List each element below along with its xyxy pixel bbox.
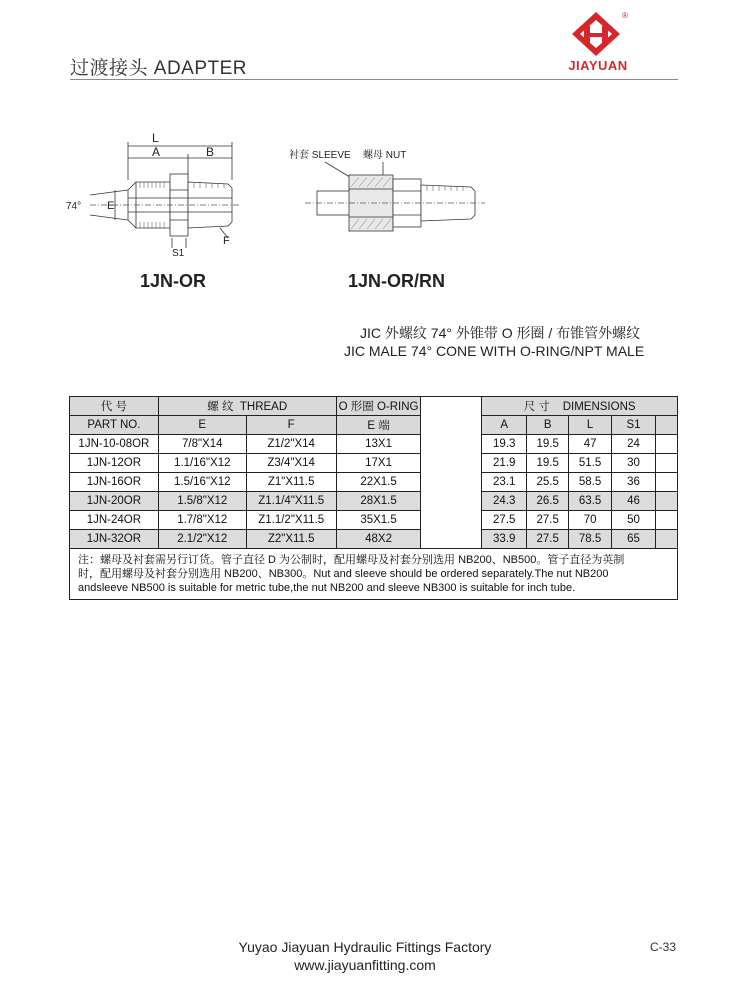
- cell-oring: 35X1.5: [336, 511, 421, 530]
- subheader-part: PART NO.: [70, 416, 159, 435]
- header-divider: [70, 79, 678, 80]
- page-number: C-33: [650, 940, 677, 954]
- description-english: JIC MALE 74° CONE WITH O-RING/NPT MALE: [344, 343, 645, 359]
- cell-b: 27.5: [527, 511, 569, 530]
- cell-part: 1JN-16OR: [70, 473, 159, 492]
- cell-part: 1JN-32OR: [70, 530, 159, 549]
- table-row: [70, 511, 678, 530]
- cell-f: Z3/4"X14: [246, 454, 336, 473]
- cell-l: 47: [569, 435, 612, 454]
- cell-oring: 17X1: [336, 454, 421, 473]
- table-gap: [421, 454, 482, 473]
- subheader-a: A: [482, 416, 527, 435]
- cell-b: 19.5: [527, 454, 569, 473]
- subheader-e-end: E 端: [336, 416, 421, 435]
- header-oring: O 形圈 O-RING: [336, 397, 421, 416]
- cell-s1: 24: [612, 435, 656, 454]
- table-note-row: [70, 549, 678, 600]
- cell-f: Z1/2"X14: [246, 435, 336, 454]
- table-row: [70, 473, 678, 492]
- table-gap: [421, 473, 482, 492]
- angle-label: 74°: [66, 201, 82, 212]
- cell-a: 24.3: [482, 492, 527, 511]
- cell-empty: [655, 454, 677, 473]
- table-row: [70, 492, 678, 511]
- table-gap: [421, 416, 482, 435]
- subheader-l: L: [569, 416, 612, 435]
- cell-empty: [655, 473, 677, 492]
- table-row: [70, 454, 678, 473]
- cell-a: 33.9: [482, 530, 527, 549]
- cell-l: 70: [569, 511, 612, 530]
- cell-e: 1.7/8"X12: [158, 511, 246, 530]
- cell-part: 1JN-24OR: [70, 511, 159, 530]
- cell-oring: 48X2: [336, 530, 421, 549]
- footer-company: Yuyao Jiayuan Hydraulic Fittings Factory: [238, 939, 492, 955]
- cell-s1: 36: [612, 473, 656, 492]
- dim-label-f: F: [223, 235, 230, 247]
- cell-part: 1JN-10-08OR: [70, 435, 159, 454]
- cell-s1: 46: [612, 492, 656, 511]
- cell-l: 78.5: [569, 530, 612, 549]
- model-label-right: 1JN-OR/RN: [348, 271, 446, 291]
- subheader-e: E: [158, 416, 246, 435]
- table-gap: [421, 435, 482, 454]
- cell-f: Z2"X11.5: [246, 530, 336, 549]
- subheader-s1: S1: [612, 416, 656, 435]
- sleeve-label: 衬套 SLEEVE: [289, 150, 351, 161]
- cell-empty: [655, 492, 677, 511]
- subheader-b: B: [527, 416, 569, 435]
- cell-f: Z1.1/4"X11.5: [246, 492, 336, 511]
- table-gap: [421, 530, 482, 549]
- cell-e: 2.1/2"X12: [158, 530, 246, 549]
- model-label-left: 1JN-OR: [140, 271, 207, 291]
- dim-label-b: B: [206, 145, 215, 159]
- dim-label-e: E: [107, 200, 115, 212]
- brand-name: JIAYUAN: [568, 58, 628, 73]
- note-line-3: andsleeve NB500 is suitable for metric tube,the nut NB200 and sleeve NB300 is suitable for inch tube.: [78, 582, 576, 594]
- dim-label-a: A: [152, 145, 161, 159]
- cell-b: 19.5: [527, 435, 569, 454]
- cell-s1: 30: [612, 454, 656, 473]
- subheader-empty: [655, 416, 677, 435]
- table-header-row-2: [70, 416, 678, 435]
- spec-table: [69, 396, 678, 600]
- cell-part: 1JN-12OR: [70, 454, 159, 473]
- table-row: [70, 435, 678, 454]
- cell-l: 63.5: [569, 492, 612, 511]
- header-dimensions: 尺 寸 DIMENSIONS: [482, 397, 678, 416]
- nut-label: 螺母 NUT: [363, 150, 407, 161]
- table-row: [70, 530, 678, 549]
- table-note: [70, 549, 678, 600]
- cell-e: 1.1/16"X12: [158, 454, 246, 473]
- cell-oring: 13X1: [336, 435, 421, 454]
- table-header-row-1: [70, 397, 678, 416]
- cell-s1: 65: [612, 530, 656, 549]
- cell-e: 1.5/16"X12: [158, 473, 246, 492]
- table-gap: [421, 511, 482, 530]
- drawing-1jn-or-rn: [285, 145, 495, 255]
- table-gap: [421, 492, 482, 511]
- cell-part: 1JN-20OR: [70, 492, 159, 511]
- cell-empty: [655, 435, 677, 454]
- cell-b: 25.5: [527, 473, 569, 492]
- cell-empty: [655, 530, 677, 549]
- cell-b: 27.5: [527, 530, 569, 549]
- subheader-f: F: [246, 416, 336, 435]
- cell-a: 27.5: [482, 511, 527, 530]
- dim-label-l: L: [152, 131, 159, 145]
- cell-e: 1.5/8"X12: [158, 492, 246, 511]
- cell-l: 51.5: [569, 454, 612, 473]
- cell-l: 58.5: [569, 473, 612, 492]
- cell-a: 19.3: [482, 435, 527, 454]
- drawing-1jn-or: [60, 130, 250, 260]
- page-title: 过渡接头 ADAPTER: [70, 58, 248, 79]
- cell-oring: 22X1.5: [336, 473, 421, 492]
- cell-a: 23.1: [482, 473, 527, 492]
- cell-empty: [655, 511, 677, 530]
- description-chinese: JIC 外螺纹 74° 外锥带 O 形圈 / 布锥管外螺纹: [360, 325, 641, 341]
- cell-e: 7/8"X14: [158, 435, 246, 454]
- cell-f: Z1.1/2"X11.5: [246, 511, 336, 530]
- cell-f: Z1"X11.5: [246, 473, 336, 492]
- footer-website[interactable]: www.jiayuanfitting.com: [294, 957, 436, 973]
- note-line-2: 时，配用螺母及衬套分别选用 NB200、NB300。Nut and sleeve should be ordered separately.The nut NB200: [78, 568, 609, 580]
- cell-s1: 50: [612, 511, 656, 530]
- registered-mark: ®: [622, 11, 628, 20]
- cell-b: 26.5: [527, 492, 569, 511]
- cell-a: 21.9: [482, 454, 527, 473]
- note-line-1: 注：螺母及衬套需另行订货。管子直径 D 为公制时，配用螺母及衬套分别选用 NB200、NB500。管子直径为英制: [78, 554, 625, 566]
- header-thread: 螺 纹 THREAD: [158, 397, 336, 416]
- table-gap: [421, 397, 482, 416]
- cell-oring: 28X1.5: [336, 492, 421, 511]
- header-part-cn: 代 号: [70, 397, 159, 416]
- dim-label-s1: S1: [172, 248, 185, 259]
